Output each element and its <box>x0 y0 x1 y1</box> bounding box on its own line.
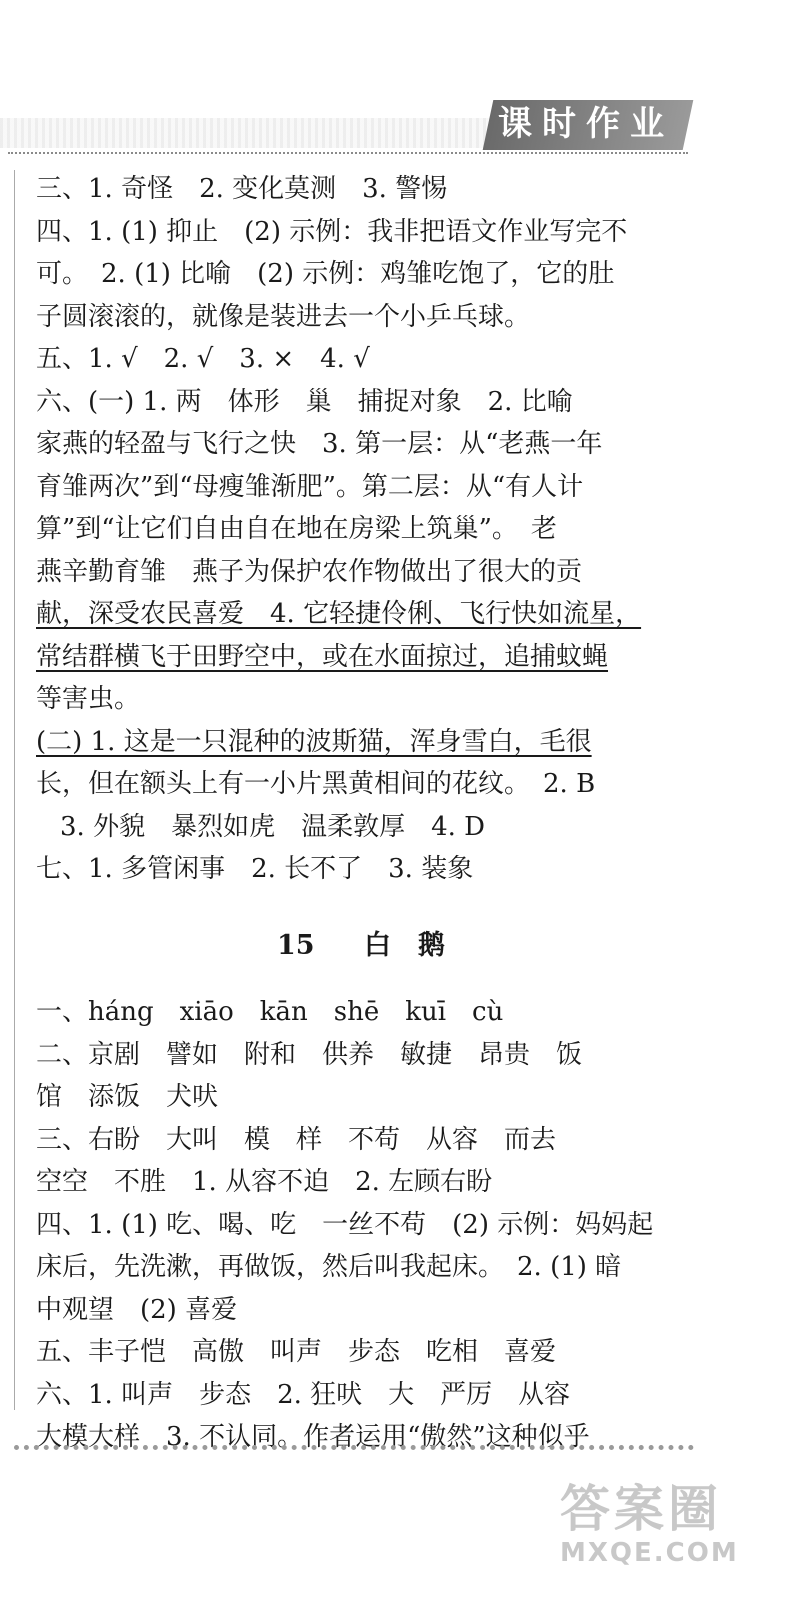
answer-line: 中观望 (2) 喜爱 <box>36 1294 238 1325</box>
answer-line: 大模大样 3. 不认同。作者运用“傲然”这种似乎 <box>36 1422 590 1452</box>
answer-line: 3. 外貌 暴烈如虎 温柔敦厚 4. D <box>60 811 485 842</box>
answer-line: 算”到“让它们自由自在地在房梁上筑巢”。 老 <box>36 514 557 544</box>
answer-line: 四、1. (1) 抑止 (2) 示例：我非把语文作业写完不 <box>36 216 628 247</box>
answer-line: 二、京剧 譬如 附和 供养 敏捷 昂贵 饭 <box>36 1039 583 1070</box>
answer-line: 五、丰子恺 高傲 叫声 步态 吃相 喜爱 <box>36 1337 557 1367</box>
header-band <box>0 118 560 148</box>
answer-line: 燕辛勤育雏 燕子为保护农作物做出了很大的贡 <box>36 556 583 587</box>
answer-line: 三、1. 奇怪 2. 变化莫测 3. 警惕 <box>36 174 448 204</box>
watermark-text: 答案圈 <box>560 1480 722 1538</box>
answer-line: 一、háng xiāo kān shē kuī cù <box>36 997 504 1027</box>
answer-content <box>36 168 686 1459</box>
answer-line-underlined: (二) 1. 这是一只混种的波斯猫，浑身雪白，毛很 <box>36 726 592 757</box>
answer-line: 空空 不胜 1. 从容不迫 2. 左顾右盼 <box>36 1167 493 1197</box>
header-title: 课时作业 <box>498 104 674 144</box>
footer-dotted-rule <box>14 1445 694 1450</box>
answer-line: 育雏两次”到“母瘦雏渐肥”。第二层：从“有人计 <box>36 471 584 502</box>
answer-line: 床后，先洗漱，再做饭，然后叫我起床。 2. (1) 暗 <box>36 1252 622 1282</box>
answer-line: 三、右盼 大叫 模 样 不苟 从容 而去 <box>36 1124 557 1155</box>
watermark-url: MXQE.COM <box>560 1538 739 1568</box>
answer-line: 长，但在额头上有一小片黑黄相间的花纹。 2. B <box>36 769 596 799</box>
answer-line: 家燕的轻盈与飞行之快 3. 第一层：从“老燕一年 <box>36 429 603 459</box>
answer-line-underlined: 常结群横飞于田野空中，或在水面掠过，追捕蚊蝇 <box>36 641 609 672</box>
answer-line: 四、1. (1) 吃、喝、吃 一丝不苟 (2) 示例：妈妈起 <box>36 1209 654 1240</box>
answer-line: 五、1. √ 2. √ 3. × 4. √ <box>36 344 370 374</box>
answer-line: 六、1. 叫声 步态 2. 狂吠 大 严厉 从容 <box>36 1379 571 1410</box>
answer-line: 子圆滚滚的，就像是装进去一个小乒乓球。 <box>36 301 531 332</box>
answer-line: 可。 2. (1) 比喻 (2) 示例：鸡雏吃饱了，它的肚 <box>36 259 615 289</box>
answer-line-underlined: 献，深受农民喜爱 4. 它轻捷伶俐、飞行快如流星， <box>36 599 642 629</box>
left-margin-rule <box>14 170 15 1410</box>
answer-line: 七、1. 多管闲事 2. 长不了 3. 装象 <box>36 854 474 884</box>
lesson-title: 15 白 鹅 <box>277 929 445 961</box>
watermark-logo <box>560 1480 750 1580</box>
answer-line: 等害虫。 <box>36 684 141 714</box>
header-divider <box>8 152 688 154</box>
answer-line: 六、(一) 1. 两 体形 巢 捕捉对象 2. 比喻 <box>36 386 573 417</box>
answer-line: 馆 添饭 犬吠 <box>36 1082 219 1112</box>
